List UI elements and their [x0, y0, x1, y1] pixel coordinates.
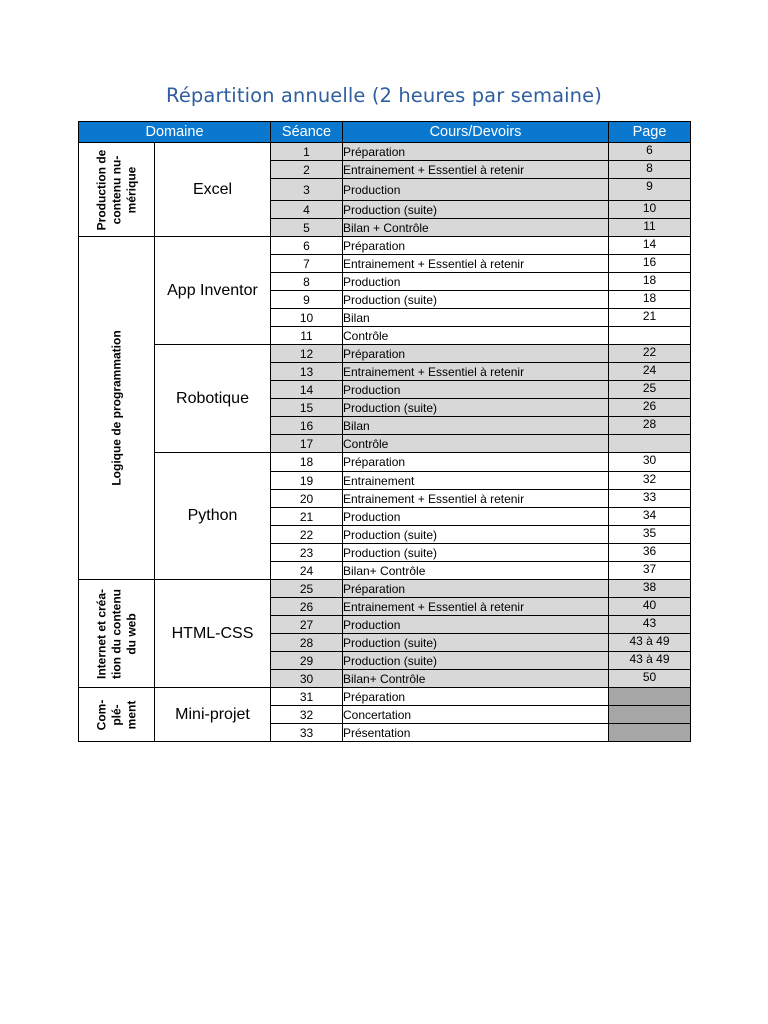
- page-cell: 43: [609, 616, 691, 634]
- domain-label: [109, 238, 124, 579]
- cours-cell: Préparation: [343, 345, 609, 363]
- table-row: [79, 345, 691, 363]
- domain-label-line: mérique: [124, 166, 138, 213]
- seance-cell: 22: [271, 526, 343, 544]
- seance-cell: 11: [271, 327, 343, 345]
- seance-cell: 8: [271, 273, 343, 291]
- page-cell: 43 à 49: [609, 652, 691, 670]
- cours-cell: Production: [343, 273, 609, 291]
- seance-cell: 14: [271, 381, 343, 399]
- table-row: [79, 237, 691, 255]
- cours-cell: Production: [343, 381, 609, 399]
- cours-cell: Contrôle: [343, 435, 609, 453]
- cours-cell: Préparation: [343, 453, 609, 472]
- cours-cell: Production: [343, 179, 609, 201]
- table-header-row: [79, 122, 691, 143]
- seance-cell: 4: [271, 201, 343, 219]
- table-row: [79, 580, 691, 598]
- cours-cell: Bilan+ Contrôle: [343, 670, 609, 688]
- domain-cell: [79, 688, 155, 742]
- domain-label-line: ment: [124, 700, 138, 729]
- domain-cell: [79, 143, 155, 237]
- cours-cell: Bilan + Contrôle: [343, 219, 609, 237]
- seance-cell: 18: [271, 453, 343, 472]
- cours-cell: Concertation: [343, 706, 609, 724]
- seance-cell: 12: [271, 345, 343, 363]
- page-cell: 33: [609, 490, 691, 508]
- page-cell: 10: [609, 201, 691, 219]
- subdomain-cell: Python: [155, 453, 271, 580]
- page-cell: 14: [609, 237, 691, 255]
- page-cell: 35: [609, 526, 691, 544]
- seance-cell: 13: [271, 363, 343, 381]
- table-row: [79, 453, 691, 472]
- page-cell: 32: [609, 472, 691, 490]
- seance-cell: 29: [271, 652, 343, 670]
- cours-cell: Entrainement + Essentiel à retenir: [343, 490, 609, 508]
- page-cell: [609, 435, 691, 453]
- page-cell: 50: [609, 670, 691, 688]
- domain-label-line: plé-: [109, 703, 123, 726]
- page-cell: [609, 706, 691, 724]
- seance-cell: 7: [271, 255, 343, 273]
- page-cell: [609, 327, 691, 345]
- seance-cell: 3: [271, 179, 343, 201]
- seance-cell: 15: [271, 399, 343, 417]
- cours-cell: Préparation: [343, 580, 609, 598]
- header-cours: Cours/Devoirs: [343, 122, 609, 143]
- seance-cell: 10: [271, 309, 343, 327]
- domain-label-line: du web: [124, 612, 138, 655]
- subdomain-cell: HTML-CSS: [155, 580, 271, 688]
- repartition-table: [78, 121, 691, 742]
- domain-label-line: Production de: [94, 149, 108, 230]
- table-row: [79, 688, 691, 706]
- page-cell: 6: [609, 143, 691, 161]
- domain-label: [94, 145, 139, 234]
- cours-cell: Préparation: [343, 688, 609, 706]
- seance-cell: 33: [271, 724, 343, 742]
- page-cell: 25: [609, 381, 691, 399]
- cours-cell: Entrainement + Essentiel à retenir: [343, 255, 609, 273]
- cours-cell: Bilan: [343, 417, 609, 435]
- cours-cell: Production (suite): [343, 399, 609, 417]
- seance-cell: 1: [271, 143, 343, 161]
- page-cell: [609, 724, 691, 742]
- page-cell: 18: [609, 273, 691, 291]
- seance-cell: 17: [271, 435, 343, 453]
- table-body: [79, 143, 691, 742]
- domain-label-line: Logique de programmation: [109, 330, 123, 486]
- cours-cell: Production (suite): [343, 634, 609, 652]
- cours-cell: Production (suite): [343, 652, 609, 670]
- cours-cell: Production: [343, 508, 609, 526]
- seance-cell: 2: [271, 161, 343, 179]
- seance-cell: 20: [271, 490, 343, 508]
- header-domaine: Domaine: [79, 122, 271, 143]
- page-cell: 43 à 49: [609, 634, 691, 652]
- page-cell: 22: [609, 345, 691, 363]
- page-cell: 16: [609, 255, 691, 273]
- page-cell: 11: [609, 219, 691, 237]
- page-title: Répartition annuelle (2 heures par semaine): [166, 84, 602, 107]
- page-cell: 30: [609, 453, 691, 472]
- cours-cell: Production (suite): [343, 291, 609, 309]
- seance-cell: 19: [271, 472, 343, 490]
- page-cell: 36: [609, 544, 691, 562]
- page-cell: 38: [609, 580, 691, 598]
- cours-cell: Contrôle: [343, 327, 609, 345]
- cours-cell: Production (suite): [343, 544, 609, 562]
- seance-cell: 9: [271, 291, 343, 309]
- page-cell: 9: [609, 179, 691, 201]
- domain-label: [94, 582, 139, 685]
- cours-cell: Entrainement: [343, 472, 609, 490]
- domain-cell: [79, 580, 155, 688]
- header-page: Page: [609, 122, 691, 143]
- seance-cell: 5: [271, 219, 343, 237]
- page-cell: 37: [609, 562, 691, 580]
- table-row: [79, 143, 691, 161]
- cours-cell: Entrainement + Essentiel à retenir: [343, 161, 609, 179]
- page-cell: 34: [609, 508, 691, 526]
- subdomain-cell: Robotique: [155, 345, 271, 453]
- seance-cell: 16: [271, 417, 343, 435]
- domain-label-line: Com-: [94, 699, 108, 730]
- seance-cell: 26: [271, 598, 343, 616]
- cours-cell: Production (suite): [343, 201, 609, 219]
- seance-cell: 32: [271, 706, 343, 724]
- seance-cell: 24: [271, 562, 343, 580]
- domain-cell: [79, 237, 155, 580]
- seance-cell: 25: [271, 580, 343, 598]
- domain-label-line: Internet et créa-: [94, 588, 108, 679]
- header-seance: Séance: [271, 122, 343, 143]
- page-cell: [609, 688, 691, 706]
- domain-label: [94, 690, 139, 739]
- seance-cell: 23: [271, 544, 343, 562]
- cours-cell: Entrainement + Essentiel à retenir: [343, 363, 609, 381]
- page-cell: 26: [609, 399, 691, 417]
- domain-label-line: tion du contenu: [109, 588, 123, 679]
- cours-cell: Production (suite): [343, 526, 609, 544]
- cours-cell: Préparation: [343, 143, 609, 161]
- page-cell: 21: [609, 309, 691, 327]
- page-cell: 8: [609, 161, 691, 179]
- subdomain-cell: App Inventor: [155, 237, 271, 345]
- cours-cell: Entrainement + Essentiel à retenir: [343, 598, 609, 616]
- seance-cell: 30: [271, 670, 343, 688]
- seance-cell: 31: [271, 688, 343, 706]
- page-cell: 18: [609, 291, 691, 309]
- domain-label-line: contenu nu-: [109, 155, 123, 224]
- page-cell: 24: [609, 363, 691, 381]
- cours-cell: Production: [343, 616, 609, 634]
- page-cell: 40: [609, 598, 691, 616]
- cours-cell: Bilan: [343, 309, 609, 327]
- subdomain-cell: Excel: [155, 143, 271, 237]
- cours-cell: Présentation: [343, 724, 609, 742]
- cours-cell: Préparation: [343, 237, 609, 255]
- seance-cell: 21: [271, 508, 343, 526]
- seance-cell: 27: [271, 616, 343, 634]
- page-cell: 28: [609, 417, 691, 435]
- seance-cell: 28: [271, 634, 343, 652]
- subdomain-cell: Mini-projet: [155, 688, 271, 742]
- seance-cell: 6: [271, 237, 343, 255]
- cours-cell: Bilan+ Contrôle: [343, 562, 609, 580]
